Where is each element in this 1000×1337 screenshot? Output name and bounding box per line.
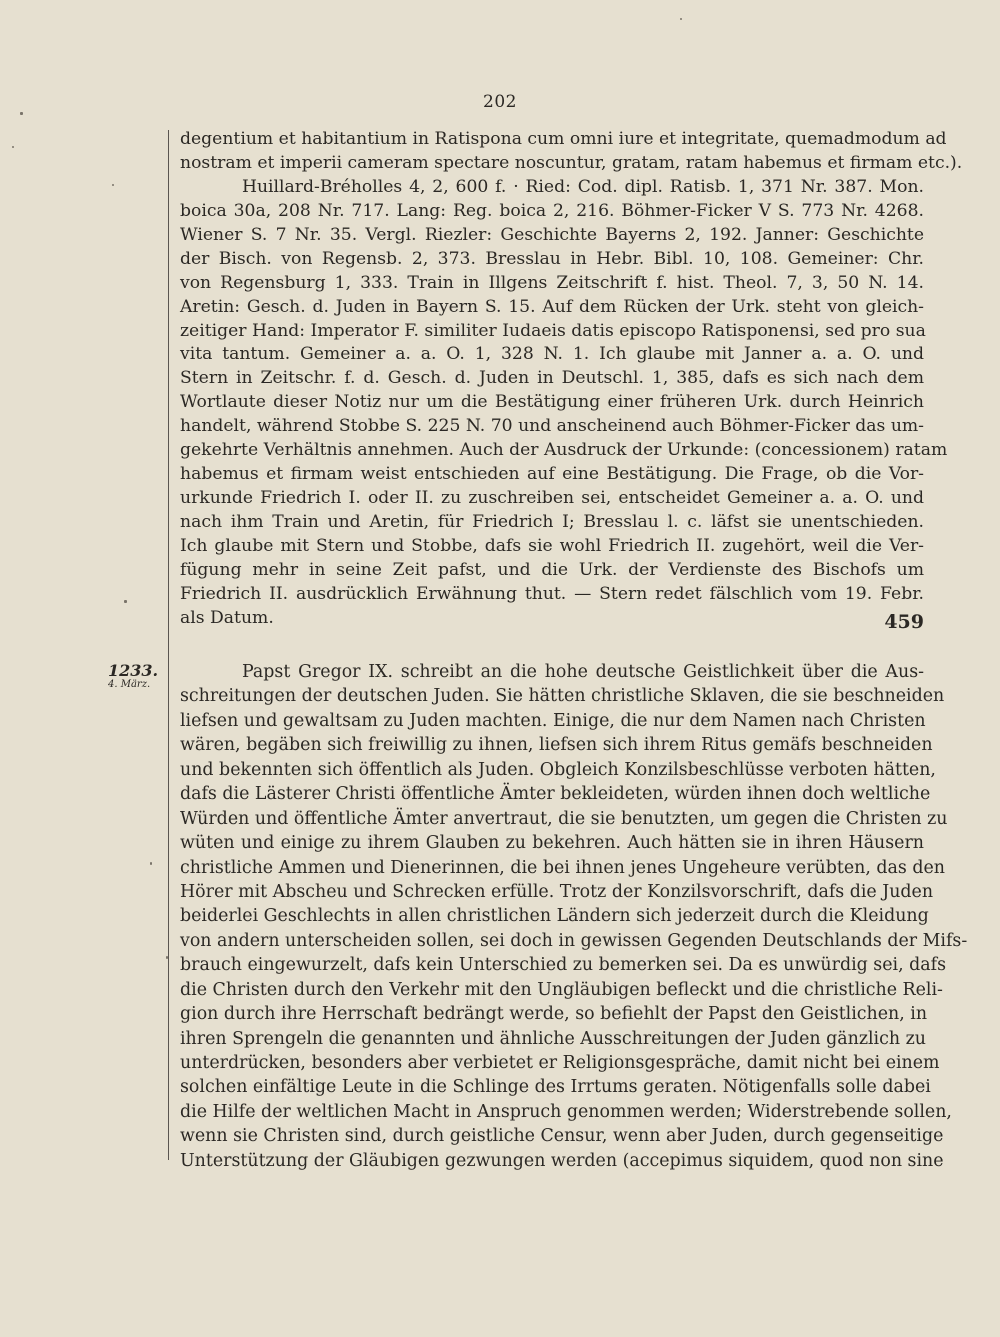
entry-number: 459 [884,611,924,633]
text-line: degentium et habitantium in Ratispona cum omni iure et integritate, quemadmodum ad [180,129,947,149]
text-line: wenn sie Christen sind, durch geistliche Censur, wenn aber Juden, durch gegenseitige [180,1126,944,1147]
page-speck [20,112,23,115]
page-speck [12,146,14,148]
margin-year: 1233. [108,661,159,680]
text-line: als Datum. [180,607,274,628]
commentary-block [180,128,963,631]
margin-date-note [108,662,168,691]
text-line: handelt, während Stobbe S. 225 N. 70 und anscheinend auch Böhmer-Ficker das um- [180,416,924,437]
text-line: Stern in Zeitschr. f. d. Gesch. d. Juden in Deutschl. 1, 385, dafs es sich nach dem [180,368,924,389]
margin-day: 4. März. [108,679,151,690]
text-line: der Bisch. von Regensb. 2, 373. Bresslau in Hebr. Bibl. 10, 108. Gemeiner: Chr. [180,248,924,269]
text-line: habemus et firmam weist entschieden auf eine Bestätigung. Die Frage, ob die Vor- [180,464,924,485]
text-line: wären, begäben sich freiwillig zu ihnen, liefsen sich ihrem Ritus gemäfs beschneiden [180,735,933,756]
text-line: solchen einfältige Leute in die Schlinge des Irrtums geraten. Nötigenfalls solle dabei [180,1077,931,1098]
text-line: Wortlaute dieser Notiz nur um die Bestätigung einer früheren Urk. durch Heinrich [180,392,924,413]
text-line: Unterstützung der Gläubigen gezwungen werden (accepimus siquidem, quod non sine [180,1150,944,1171]
text-line: beiderlei Geschlechts in allen christlichen Ländern sich jederzeit durch die Kleidung [180,906,929,927]
text-line: die Christen durch den Verkehr mit den Ungläubigen befleckt und die christliche Reli- [180,979,943,1000]
page-speck [166,956,168,959]
text-line: boica 30a, 208 Nr. 717. Lang: Reg. boica 2, 216. Böhmer-Ficker V S. 773 Nr. 4268. [180,200,924,221]
text-line: fügung mehr in seine Zeit pafst, und die Urk. der Verdienste des Bischofs um [180,559,924,580]
page-number: 202 [483,92,517,112]
margin-rule [168,130,169,1160]
regest-block [180,660,968,1173]
text-line: von andern unterscheiden sollen, sei doch in gewissen Gegenden Deutschlands der Mifs- [180,930,968,951]
page-speck [680,18,682,20]
text-line: brauch eingewurzelt, dafs kein Unterschied zu bemerken sei. Da es unwürdig sei, dafs [180,955,946,976]
text-line: liefsen und gewaltsam zu Juden machten. Einige, die nur dem Namen nach Christen [180,710,926,731]
page-speck [124,600,127,603]
text-line: wüten und einige zu ihrem Glauben zu bekehren. Auch hätten sie in ihren Häusern [180,833,924,854]
text-line: unterdrücken, besonders aber verbietet er Religionsgespräche, damit nicht bei einem [180,1053,940,1073]
page-speck [112,184,114,186]
page-speck [150,862,152,865]
text-line: Würden und öffentliche Ämter anvertraut, die sie benutzten, um gegen die Christen zu [180,808,948,829]
text-line: nach ihm Train und Aretin, für Friedrich I; Bresslau l. c. läfst sie unentschieden. [180,512,924,532]
text-line: Papst Gregor IX. schreibt an die hohe deutsche Geistlichkeit über die Aus- [242,662,924,682]
text-line: christliche Ammen und Dienerinnen, die bei ihnen jenes Ungeheure verübten, das den [180,857,945,878]
text-line: die Hilfe der weltlichen Macht in Anspruch genommen werden; Widerstrebende sollen, [180,1101,952,1122]
text-line: Hörer mit Abscheu und Schrecken erfülle. Trotz der Konzilsvorschrift, dafs die Juden [180,881,934,902]
text-line: gion durch ihre Herrschaft bedrängt werde, so befiehlt der Papst den Geistlichen, in [180,1004,928,1025]
text-line: dafs die Lästerer Christi öffentliche Ämter bekleideten, würden ihnen doch weltliche [180,784,931,805]
text-line: Wiener S. 7 Nr. 35. Vergl. Riezler: Geschichte Bayerns 2, 192. Janner: Geschichte [180,224,924,245]
text-line: urkunde Friedrich I. oder II. zu zuschreiben sei, entscheidet Gemeiner a. a. O. und [180,488,924,509]
text-line: nostram et imperii cameram spectare noscuntur, gratam, ratam habemus et firmam etc.). [180,152,963,173]
text-line: schreitungen der deutschen Juden. Sie hätten christliche Sklaven, die sie beschneiden [180,686,945,707]
text-line: vita tantum. Gemeiner a. a. O. 1, 328 N. 1. Ich glaube mit Janner a. a. O. und [180,344,924,365]
text-line: Aretin: Gesch. d. Juden in Bayern S. 15. Auf dem Rücken der Urk. steht von gleich- [180,296,924,317]
text-line: gekehrte Verhältnis annehmen. Auch der Ausdruck der Urkunde: (concessionem) ratam [180,440,948,461]
text-line: von Regensburg 1, 333. Train in Illgens Zeitschrift f. hist. Theol. 7, 3, 50 N. 14. [180,272,924,293]
text-line: zeitiger Hand: Imperator F. similiter Iudaeis datis episcopo Ratisponensi, sed pro sua [180,320,926,341]
text-line: Friedrich II. ausdrücklich Erwähnung thut. — Stern redet fälschlich vom 19. Febr. [180,583,924,604]
text-line: Ich glaube mit Stern und Stobbe, dafs sie wohl Friedrich II. zugehört, weil die Ver- [180,535,924,556]
text-line: Huillard-Bréholles 4, 2, 600 f. · Ried: Cod. dipl. Ratisb. 1, 371 Nr. 387. Mon. [242,176,924,197]
text-line: ihren Sprengeln die genannten und ähnliche Ausschreitungen der Juden gänzlich zu [180,1028,926,1049]
text-line: und bekennten sich öffentlich als Juden. Obgleich Konzilsbeschlüsse verboten hätten, [180,759,936,780]
